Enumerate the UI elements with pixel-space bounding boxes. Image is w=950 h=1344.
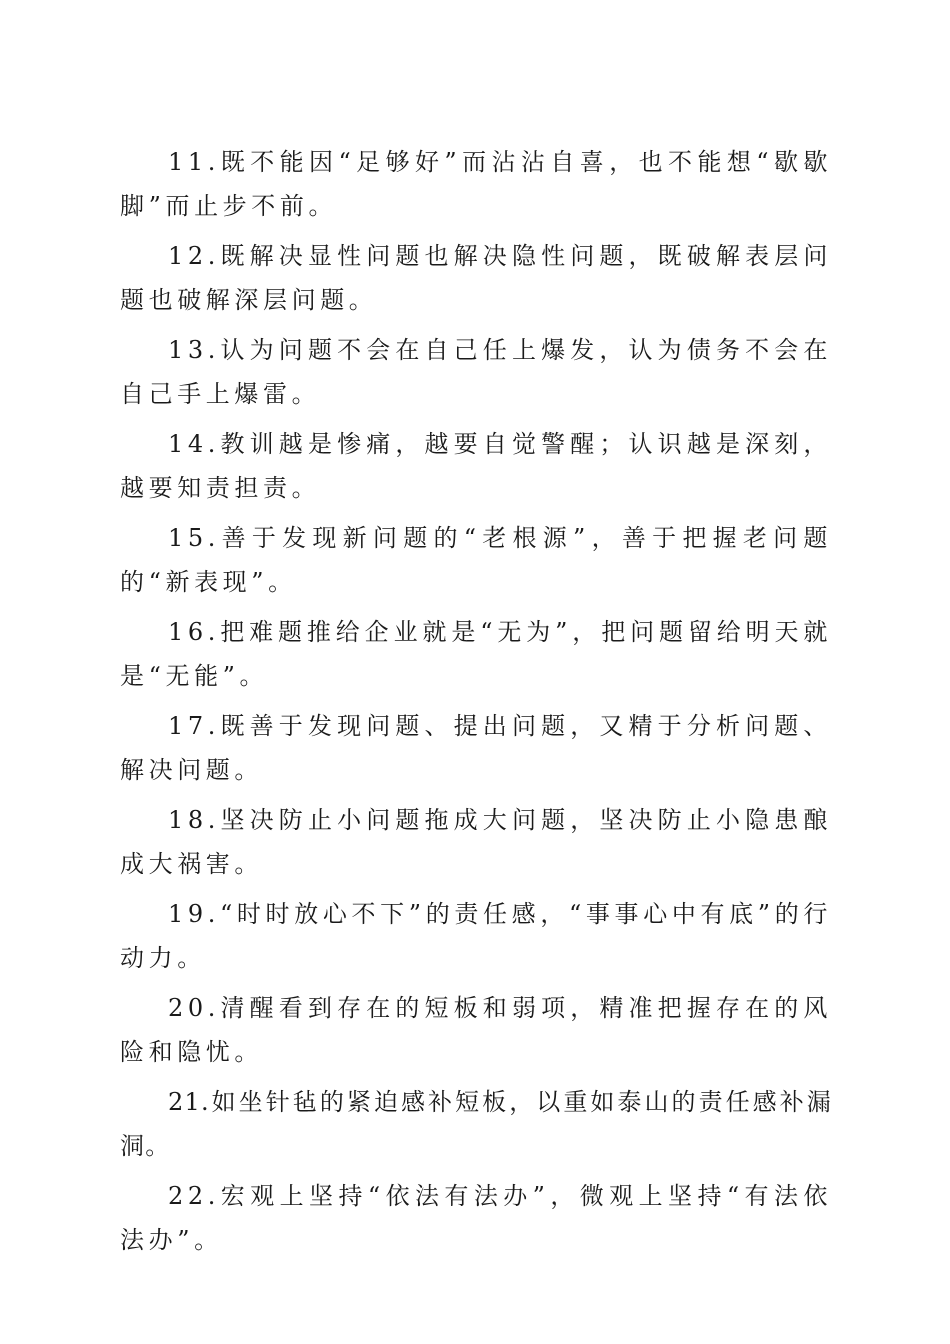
list-item-13: 13.认为问题不会在自己任上爆发，认为债务不会在自己手上爆雷。 [120,336,832,408]
list-item-12: 12.既解决显性问题也解决隐性问题，既破解表层问题也破解深层问题。 [120,242,832,314]
list-item-18: 18.坚决防止小问题拖成大问题，坚决防止小隐患酿成大祸害。 [120,806,832,878]
list-item-20: 20.清醒看到存在的短板和弱项，精准把握存在的风险和隐忧。 [120,994,832,1066]
document-page [120,140,832,1268]
list-item-16: 16.把难题推给企业就是“无为”，把问题留给明天就是“无能”。 [120,618,832,690]
list-item-21: 21.如坐针毡的紧迫感补短板，以重如泰山的责任感补漏洞。 [120,1088,832,1160]
list-item-22: 22.宏观上坚持“依法有法办”，微观上坚持“有法依法办”。 [120,1182,832,1254]
list-item-19: 19.“时时放心不下”的责任感，“事事心中有底”的行动力。 [120,900,832,972]
list-item-11: 11.既不能因“足够好”而沾沾自喜，也不能想“歇歇脚”而止步不前。 [120,148,832,220]
list-item-15: 15.善于发现新问题的“老根源”，善于把握老问题的“新表现”。 [120,524,832,596]
list-item-14: 14.教训越是惨痛，越要自觉警醒；认识越是深刻，越要知责担责。 [120,430,832,502]
list-item-17: 17.既善于发现问题、提出问题，又精于分析问题、解决问题。 [120,712,832,784]
